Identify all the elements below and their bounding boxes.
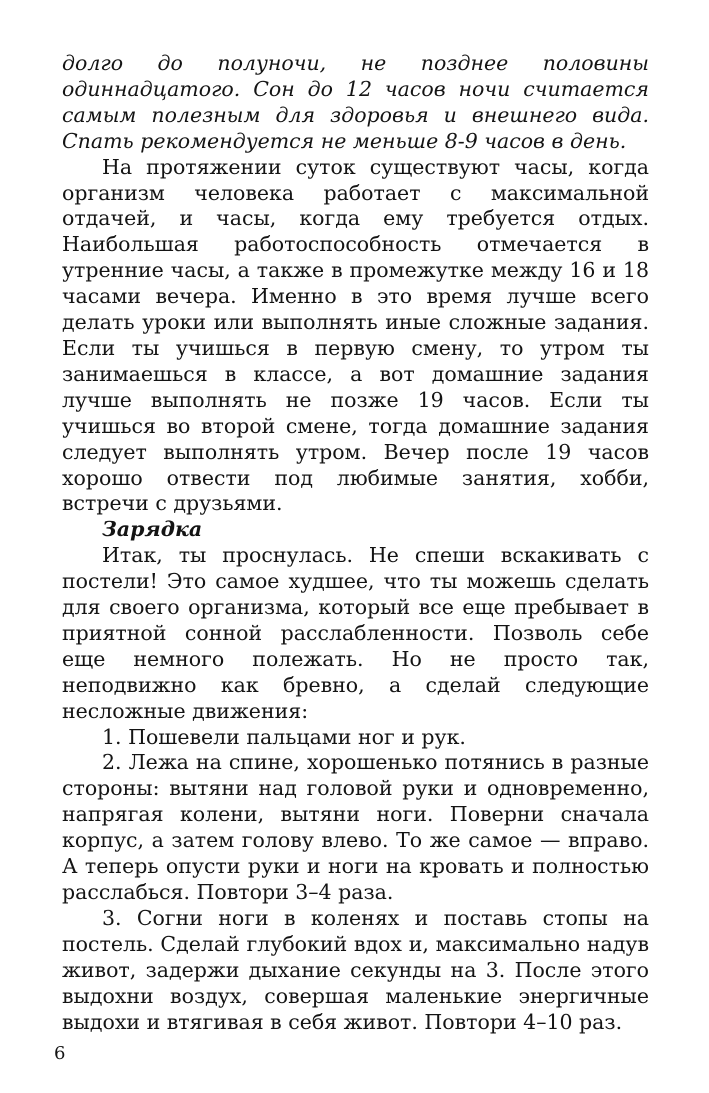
intro-italic-paragraph: долго до полуночи, не позднее половины одиннадцатого. Сон до 12 часов ночи считается самым полезным для здоровья и внешнего вида. Спать рекомендуется не меньше 8-9 часов в день. [62,51,649,153]
page-body [62,51,649,1035]
exercise-step-1: 1. Пошевели пальцами ног и рук. [102,724,466,749]
paragraph-daily-rhythm: На протяжении суток существуют часы, когда организм человека работает с максимальной отдачей, и часы, когда ему требуется отдых. Наибольшая работоспособность отмечается в утренние часы, а также в промежутке между 16 и 18 часами вечера. Именно в это время лучше всего делать уроки или выполнять иные сложные задания. Если ты учишься в первую смену, то утром ты занимаешься в классе, а вот домашние задания лучше выполнять не позже 19 часов. Если ты учишься во второй смене, тогда домашние задания следует выполнять утром. Вечер после 19 часов хорошо отвести под любимые занятия, хобби, встречи с друзьями. [62,154,649,516]
exercise-step-3: 3. Согни ноги в коленях и поставь стопы на постель. Сделай глубокий вдох и, максимально надув живот, задержи дыхание секунды на 3. После этого выдохни воздух, совершая маленькие энергичные выдохи и втягивая в себя живот. Повтори 4–10 раз. [62,905,649,1034]
page-number: 6 [54,1043,66,1064]
paragraph-wake-up: Итак, ты проснулась. Не спеши вскакивать с постели! Это самое худшее, что ты можешь сделать для своего организма, который все еще пребывает в приятной сонной расслабленности. Позволь себе еще немного полежать. Но не просто так, неподвижно как бревно, а сделай следующие несложные движения: [62,543,649,723]
section-heading: Зарядка [102,517,203,542]
exercise-step-2: 2. Лежа на спине, хорошенько потянись в разные стороны: вытяни над головой руки и одновременно, напрягая колени, вытяни ноги. Поверни сначала корпус, а затем голову влево. То же самое — вправо. А теперь опусти руки и ноги на кровать и полностью расслабься. Повтори 3–4 раза. [62,750,649,904]
